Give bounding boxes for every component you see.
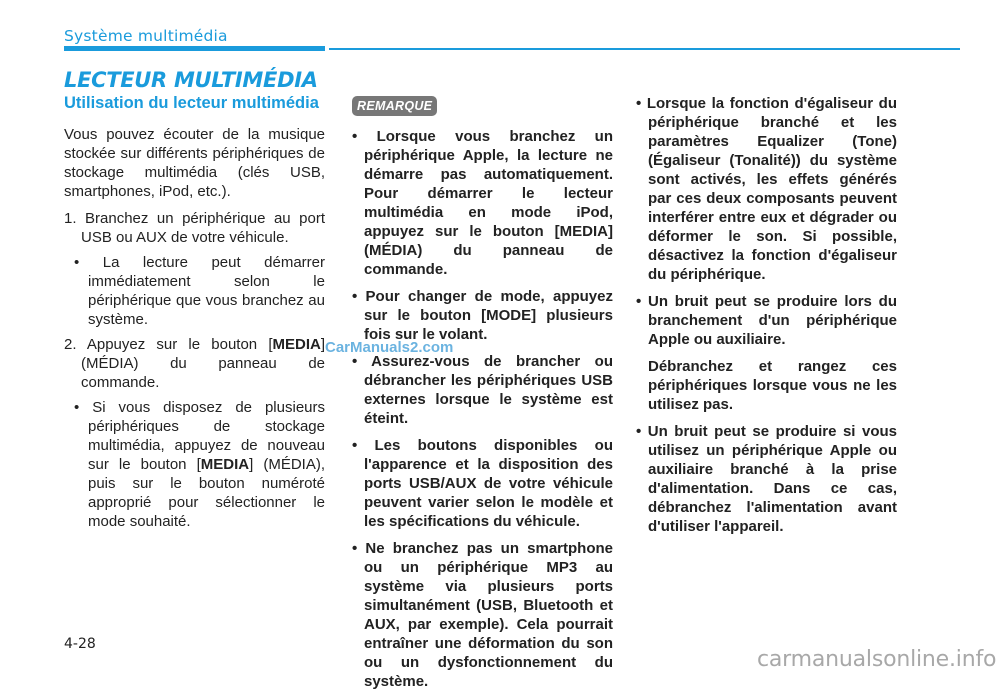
watermark-site: carmanualsonline.info xyxy=(757,647,996,672)
media-key: MEDIA xyxy=(272,336,321,353)
section-label: Système multimédia xyxy=(64,27,228,45)
step-1: 1. Branchez un périphérique au port USB ou AUX de votre véhicule. xyxy=(64,210,325,246)
column-right xyxy=(636,94,897,544)
header-rule-thick xyxy=(64,46,325,51)
note-badge: REMARQUE xyxy=(352,96,437,116)
intro-paragraph: Vous pouvez écouter de la musique stockée sur différents périphériques de stockage multimédia (clés USB, smartphones, iPod, etc.). xyxy=(64,126,325,200)
page-title: LECTEUR MULTIMÉDIA xyxy=(64,68,318,92)
note-item: • Un bruit peut se produire lors du branchement d'un périphérique Apple ou auxiliaire. xyxy=(636,293,897,348)
note-item: • Lorsque vous branchez un périphérique Apple, la lecture ne démarre pas automatiquement. Pour démarrer le lecteur multimédia en mode iPod, appuyez sur le bouton [MEDIA] (MÉDIA) du panneau de commande. xyxy=(352,128,613,278)
step-2-bullet-post: ] (MÉDIA), puis sur le bouton numéroté approprié pour sélectionner le mode souhaité. xyxy=(88,456,326,530)
note-item-continuation: Débranchez et rangez ces périphériques lorsque vous ne les utilisez pas. xyxy=(648,358,897,413)
note-item: • Lorsque la fonction d'égaliseur du périphérique branché et les paramètres Equalizer (Tone) (Égaliseur (Tonalité)) du système sont activés, les effets générés par ces deux composants peuvent interférer entre eux et dégrader ou déformer le son. Si possible, désactivez la fonction d'égaliseur du périphérique. xyxy=(636,95,897,283)
header-rule-thin xyxy=(329,48,960,50)
note-item: • Ne branchez pas un smartphone ou un périphérique MP3 au système via plusieurs ports simultanément (USB, Bluetooth et AUX, par exemple). Cela pourrait entraîner une déformation du son ou un dysfonctionnement du système. xyxy=(352,540,613,690)
step-2-bullet xyxy=(64,398,325,531)
note-item: • Assurez-vous de brancher ou débrancher les périphériques USB externes lorsque le système est éteint. xyxy=(352,353,613,427)
page-number: 4-28 xyxy=(64,636,96,652)
watermark-overlay: CarManuals2.com xyxy=(325,339,454,356)
note-item: • Les boutons disponibles ou l'apparence et la disposition des ports USB/AUX de votre véhicule peuvent varier selon le modèle et les spécifications du véhicule. xyxy=(352,437,613,530)
subheading: Utilisation du lecteur multimédia xyxy=(64,94,319,112)
step-2-pre: 2. Appuyez sur le bouton [ xyxy=(64,336,273,353)
column-middle xyxy=(352,94,613,699)
step-2-bullet-pre: • Si vous disposez de plusieurs périphériques de stockage multimédia, appuyez de nouveau sur le bouton [ xyxy=(74,399,325,473)
step-2-post: ] (MÉDIA) du panneau de commande. xyxy=(81,336,325,391)
step-1-bullet: • La lecture peut démarrer immédiatement selon le périphérique que vous branchez au système. xyxy=(74,254,325,328)
note-item: • Pour changer de mode, appuyez sur le bouton [MODE] plusieurs fois sur le volant. xyxy=(352,288,613,343)
media-key: MEDIA xyxy=(200,456,250,473)
column-left xyxy=(64,94,325,537)
step-2 xyxy=(64,335,325,392)
note-item: • Un bruit peut se produire si vous utilisez un périphérique Apple ou auxiliaire branché à la prise d'alimentation. Dans ce cas, débranchez l'alimentation avant d'utiliser l'appareil. xyxy=(636,423,897,535)
